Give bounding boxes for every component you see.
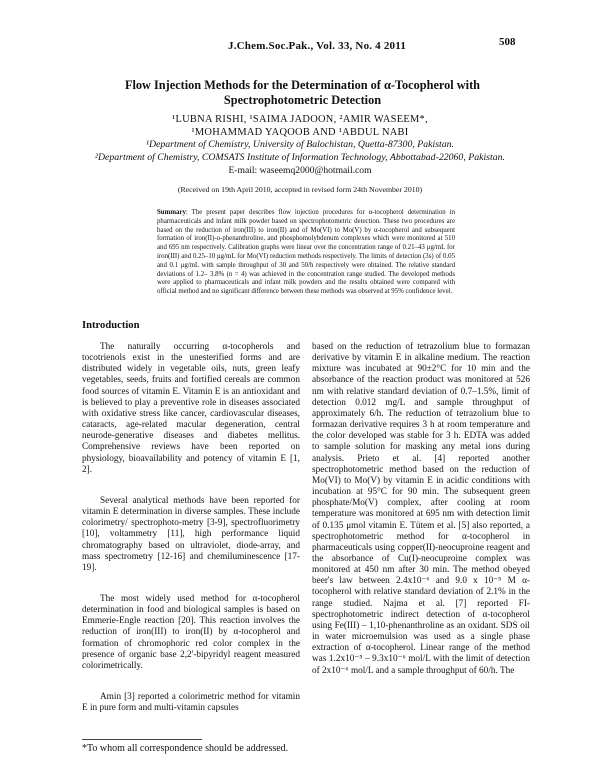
footnote: *To whom all correspondence should be addressed. [82,743,289,754]
footnote-divider [82,739,202,740]
paragraph: Several analytical methods have been reported for vitamin E determination in diverse samples. These include colorimetry/ spectrophoto-metry [3-9], spectrofluorimetry [10], voltammetry [11], high performance liquid chromatography based on ultraviolet, diode-array, and mass spectrometry [12-16] and chemiluminescence [17-19]. [82,495,300,573]
author-line-1: ¹LUBNA RISHI, ¹SAIMA JADOON, ²AMIR WASEEM*, [172,114,428,125]
abstract-label: Summary [157,209,186,216]
left-column [82,342,300,714]
page-number: 508 [499,36,516,48]
abstract [157,209,455,297]
journal-header: J.Chem.Soc.Pak., Vol. 33, No. 4 2011 [228,40,407,52]
paragraph: based on the reduction of tetrazolium blue to formazan derivative by vitamin E in alkaline medium. The reaction mixture was incubated at 90±2°C for 10 min and the absorbance of the reaction product was monitored at 526 nm with relative standard deviation of 0.7–1.5%, limit of detection 0.012 mg/L and sample throughput of approximately 6/h. The reduction of tetrazolium blue to formazan derivative requires 3 h at room temperature and the color developed was stable for 3 h. EDTA was added to sample solution for masking any metal ions during analysis. Prieto et al. [4] reported another spectrophotometric method based on the reduction of Mo(VI) to Mo(V) by vitamin E in acidic conditions with incubation at 95°C for 90 min. The subsequent green phosphate/Mo(V) complex, after cooling at room temperature was monitored at 695 nm with detection limit of 0.135 μmol vitamin E. Tütem et al. [5] also reported, a spectrophotometric method for α-tocopherol in pharmaceuticals using copper(II)-neocuproine reagent and the absorbance of Cu(I)-neocuproine complex was monitored at 450 nm after 30 min. The method obeyed beer's law between 2.4x10⁻⁶ and 9.0 x 10⁻⁵ M α-tocopherol with relative standard deviation of 2.1% in the range studied. Najma et al. [7] reported FI-spectrophotometric indirect detection of α-tocopherol using Fe(III) – 1,10-phenanthroline as an oxidant. SDS oil in water microemulsion was used as a single phase extraction of α-tocopherol. Linear range of the method was 1.2x10⁻⁵ – 9.3x10⁻⁶ mol/L with the limit of detection of 2x10⁻⁶ mol/L and a sample throughput of 60/h. The [312,342,530,676]
received-dates: (Received on 19th April 2010, accepted in revised form 24th November 2010) [177,185,423,194]
paper-title: Flow Injection Methods for the Determination of α-Tocopherol with Spectrophotometric Detection [124,78,481,107]
author-line-2: ¹MOHAMMAD YAQOOB AND ¹ABDUL NABI [191,127,409,138]
author-list [150,113,450,139]
right-column [312,342,530,677]
section-heading-introduction: Introduction [82,320,140,331]
paragraph: The most widely used method for α-tocopherol determination in food and biological samples is based on Emmerie-Engle reaction [20]. This reaction involves the reduction of iron(III) to iron(II) by α-tocopherol and formation of chromophoric red color complex in the presence of organic base 2,2'-bipyridyl reagent measured colorimetrically. [82,593,300,671]
contact-email: E-mail: waseemq2000@hotmail.com [228,165,372,176]
paragraph: Amin [3] reported a colorimetric method for vitamin E in pure form and multi-vitamin capsules [82,692,300,714]
paragraph: The naturally occurring α-tocopherols and tocotrienols exist in the unesterified forms and are distributed widely in vegetable oils, nuts, green leafy vegetables, seeds, fruits and fortified cereals are common food sources of vitamin E. Vitamin E is an antioxidant and is believed to play a preventive role in diseases associated with oxidative stress like cancer, cardiovascular diseases, cataracts, age-related macular degeneration, central neurode-generative diseases and diabetes mellitus. Comprehensive reviews have been reported on physiology, bioavailability and potency of vitamin E [1, 2]. [82,342,300,475]
affiliation-2: ²Department of Chemistry, COMSATS Institute of Information Technology, Abbottabad-22060, Pakistan. [95,152,505,163]
abstract-text: : The present paper describes flow injection procedures for α-tocopherol determination in pharmaceuticals and infant milk powder based on spectrophotometric detection. These two procedures are based on the reduction of iron(III) to iron(II) and of Mo(VI) to Mo(V) by α-tocopherol and subsequent formation of iron(II)-o-phenanthroline, and phosphomolybdenum complexes which were monitored at 510 and 695 nm respectively. Calibration graphs were linear over the concentration range of 0.21–43 μg/mL for iron(III) and 0.25–10 μg/mL for Mo(VI) reduction methods respectively. The limits of detection (3s) of 0.05 and 0.1 μg/mL with sample throughput of 30 and 50/h respectively were obtained. The relative standard deviations of 1.2– 3.8% (n = 4) was achieved in the concentration range studied. The developed methods were applied to pharmaceuticals and infant milk powders and the results obtained were compared with official method and no significant difference between these methods was observed at 95% confidence level. [157,209,455,296]
affiliation-1: ¹Department of Chemistry, University of Balochistan, Quetta-87300, Pakistan. [146,139,454,150]
